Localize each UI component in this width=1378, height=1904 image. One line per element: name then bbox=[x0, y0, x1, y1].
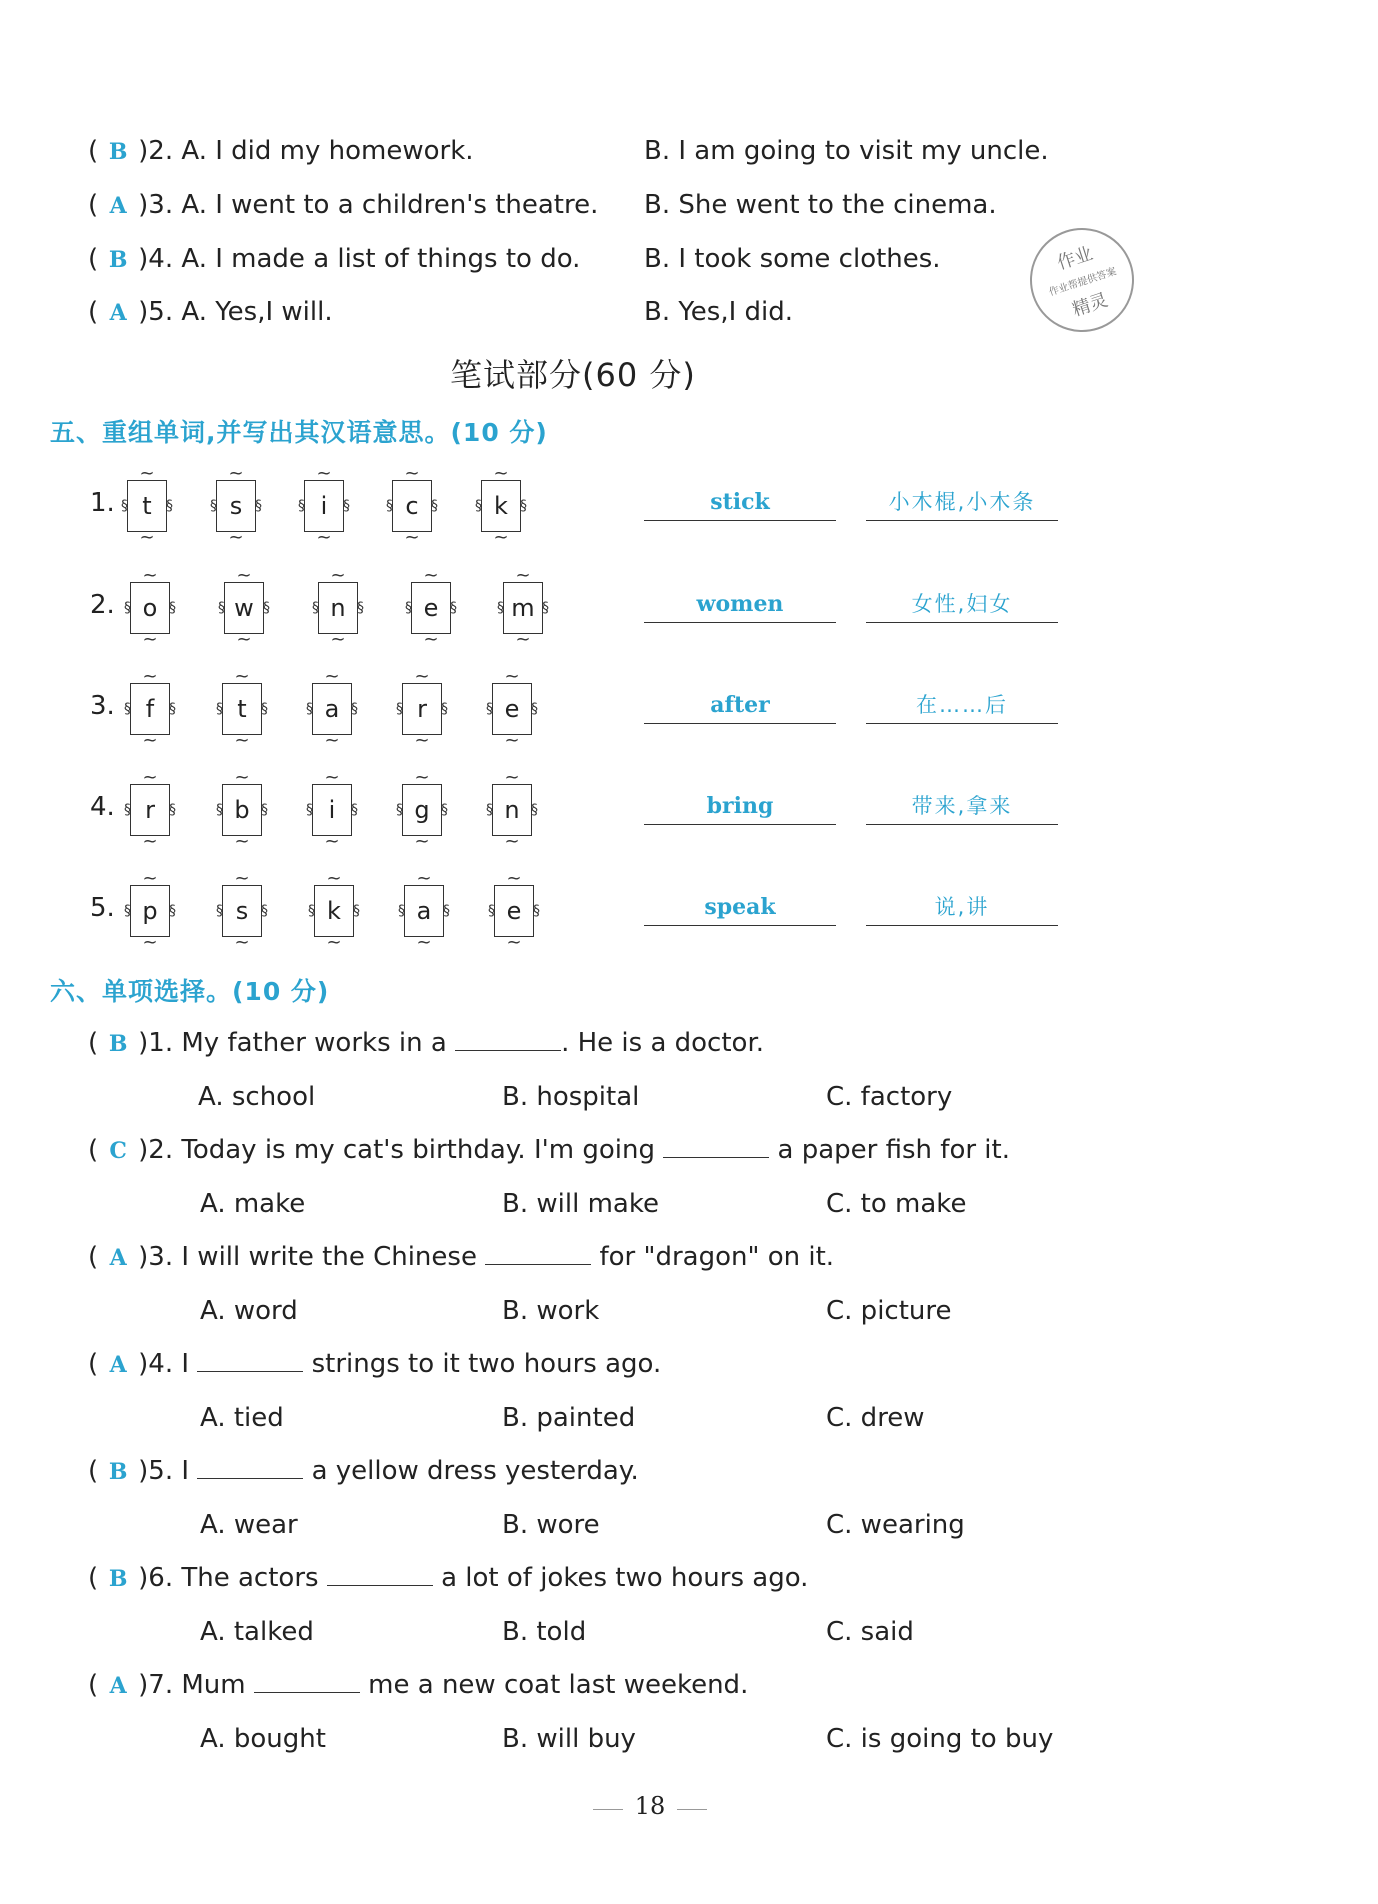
listening-option-b: B. I am going to visit my uncle. bbox=[644, 136, 1049, 166]
letter-box: ~ § s § ~ bbox=[222, 885, 262, 937]
answer-blank[interactable] bbox=[455, 1030, 561, 1051]
option-c: C. is going to buy bbox=[826, 1724, 1054, 1754]
option-b: B. told bbox=[502, 1617, 587, 1647]
letter-box: ~ § p § ~ bbox=[130, 885, 170, 937]
item-number: 2. bbox=[90, 590, 115, 620]
question-stem: ( A )7. Mum me a new coat last weekend. bbox=[88, 1670, 749, 1700]
option-c: C. factory bbox=[826, 1082, 953, 1112]
question-stem: ( B )1. My father works in a . He is a doctor. bbox=[88, 1028, 765, 1058]
letter-box: ~ § b § ~ bbox=[222, 784, 262, 836]
answer-blank[interactable] bbox=[197, 1458, 303, 1479]
option-b: B. hospital bbox=[502, 1082, 640, 1112]
listening-item: ( B )2. A. I did my homework. bbox=[88, 136, 474, 166]
word-answer[interactable]: after bbox=[644, 687, 836, 724]
letter-box: ~ § t § ~ bbox=[127, 480, 167, 532]
letter-box: ~ § a § ~ bbox=[404, 885, 444, 937]
option-b: B. will buy bbox=[502, 1724, 636, 1754]
stamp-logo: 作业 作业帮提供答案 精灵 bbox=[1016, 214, 1147, 345]
meaning-answer[interactable]: 说,讲 bbox=[866, 889, 1058, 926]
section5-title: 五、重组单词,并写出其汉语意思。(10 分) bbox=[50, 418, 548, 447]
word-answer[interactable]: bring bbox=[644, 788, 836, 825]
letter-box: ~ § g § ~ bbox=[402, 784, 442, 836]
answer-blank[interactable] bbox=[663, 1137, 769, 1158]
option-a: A. bought bbox=[200, 1724, 326, 1754]
option-a: A. talked bbox=[200, 1617, 314, 1647]
letter-box: ~ § i § ~ bbox=[312, 784, 352, 836]
answer-mark: B bbox=[108, 1459, 128, 1485]
written-part-title: 笔试部分(60 分) bbox=[450, 356, 696, 394]
letter-box: ~ § k § ~ bbox=[314, 885, 354, 937]
option-c: C. to make bbox=[826, 1189, 967, 1219]
letter-box: ~ § n § ~ bbox=[492, 784, 532, 836]
letter-box: ~ § c § ~ bbox=[392, 480, 432, 532]
question-stem: ( A )4. I strings to it two hours ago. bbox=[88, 1349, 662, 1379]
divider bbox=[593, 1809, 623, 1810]
option-a: A. wear bbox=[200, 1510, 298, 1540]
answer-mark: B bbox=[108, 1566, 128, 1592]
question-stem: ( C )2. Today is my cat's birthday. I'm going a paper fish for it. bbox=[88, 1135, 1010, 1165]
option-a: A. make bbox=[200, 1189, 306, 1219]
letter-box: ~ § n § ~ bbox=[318, 582, 358, 634]
answer-blank[interactable] bbox=[485, 1244, 591, 1265]
question-stem: ( A )3. I will write the Chinese for "dragon" on it. bbox=[88, 1242, 835, 1272]
letter-box: ~ § a § ~ bbox=[312, 683, 352, 735]
item-number: 5. bbox=[90, 893, 115, 923]
answer-mark: A bbox=[109, 300, 127, 326]
word-answer[interactable]: women bbox=[644, 586, 836, 623]
meaning-answer[interactable]: 在……后 bbox=[866, 687, 1058, 724]
meaning-answer[interactable]: 带来,拿来 bbox=[866, 788, 1058, 825]
answer-mark: A bbox=[109, 1352, 127, 1378]
option-c: C. drew bbox=[826, 1403, 925, 1433]
option-a: A. school bbox=[198, 1082, 316, 1112]
option-c: C. said bbox=[826, 1617, 914, 1647]
question-stem: ( B )6. The actors a lot of jokes two hours ago. bbox=[88, 1563, 809, 1593]
listening-option-b: B. She went to the cinema. bbox=[644, 190, 997, 220]
listening-item: ( A )5. A. Yes,I will. bbox=[88, 297, 333, 327]
option-b: B. work bbox=[502, 1296, 600, 1326]
option-c: C. picture bbox=[826, 1296, 952, 1326]
item-number: 4. bbox=[90, 792, 115, 822]
divider bbox=[677, 1809, 707, 1810]
letter-box: ~ § e § ~ bbox=[494, 885, 534, 937]
option-b: B. will make bbox=[502, 1189, 659, 1219]
page-number: 18 bbox=[634, 1792, 666, 1820]
letter-box: ~ § e § ~ bbox=[411, 582, 451, 634]
option-a: A. word bbox=[200, 1296, 298, 1326]
item-number: 3. bbox=[90, 691, 115, 721]
letter-box: ~ § i § ~ bbox=[304, 480, 344, 532]
answer-blank[interactable] bbox=[254, 1672, 360, 1693]
listening-option-b: B. I took some clothes. bbox=[644, 244, 941, 274]
page-footer bbox=[540, 1792, 760, 1820]
answer-mark: B bbox=[108, 247, 128, 273]
letter-box: ~ § r § ~ bbox=[130, 784, 170, 836]
letter-box: ~ § e § ~ bbox=[492, 683, 532, 735]
word-answer[interactable]: stick bbox=[644, 484, 836, 521]
letter-box: ~ § f § ~ bbox=[130, 683, 170, 735]
listening-item: ( A )3. A. I went to a children's theatre. bbox=[88, 190, 599, 220]
word-answer[interactable]: speak bbox=[644, 889, 836, 926]
letter-box: ~ § m § ~ bbox=[503, 582, 543, 634]
option-a: A. tied bbox=[200, 1403, 284, 1433]
item-number: 1. bbox=[90, 488, 115, 518]
answer-mark: A bbox=[109, 1673, 127, 1699]
letter-box: ~ § t § ~ bbox=[222, 683, 262, 735]
answer-blank[interactable] bbox=[327, 1565, 433, 1586]
section6-title: 六、单项选择。(10 分) bbox=[50, 977, 330, 1006]
letter-box: ~ § r § ~ bbox=[402, 683, 442, 735]
listening-option-b: B. Yes,I did. bbox=[644, 297, 794, 327]
option-c: C. wearing bbox=[826, 1510, 965, 1540]
answer-mark: B bbox=[108, 1031, 128, 1057]
meaning-answer[interactable]: 女性,妇女 bbox=[866, 586, 1058, 623]
answer-mark: B bbox=[108, 139, 128, 165]
option-b: B. wore bbox=[502, 1510, 600, 1540]
answer-mark: A bbox=[109, 193, 127, 219]
answer-blank[interactable] bbox=[197, 1351, 303, 1372]
letter-box: ~ § w § ~ bbox=[224, 582, 264, 634]
letter-box: ~ § o § ~ bbox=[130, 582, 170, 634]
letter-box: ~ § s § ~ bbox=[216, 480, 256, 532]
letter-box: ~ § k § ~ bbox=[481, 480, 521, 532]
meaning-answer[interactable]: 小木棍,小木条 bbox=[866, 484, 1058, 521]
question-stem: ( B )5. I a yellow dress yesterday. bbox=[88, 1456, 639, 1486]
answer-mark: C bbox=[109, 1138, 127, 1164]
listening-item: ( B )4. A. I made a list of things to do. bbox=[88, 244, 581, 274]
option-b: B. painted bbox=[502, 1403, 636, 1433]
answer-mark: A bbox=[109, 1245, 127, 1271]
